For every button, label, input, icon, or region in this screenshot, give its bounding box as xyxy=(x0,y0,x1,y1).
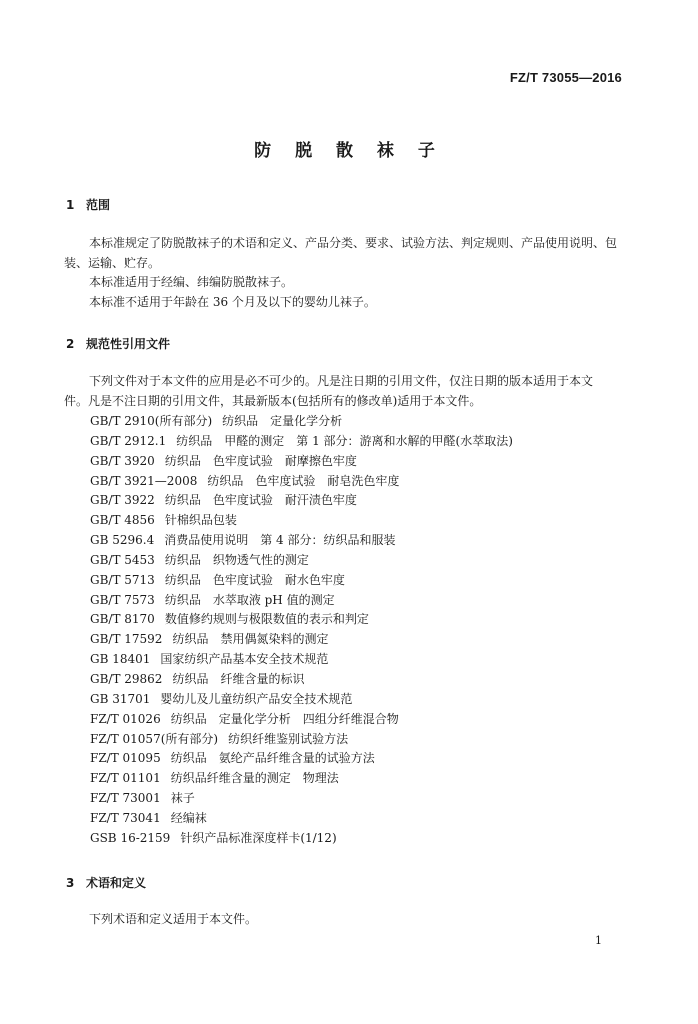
reference-code: GB 31701 xyxy=(90,691,151,706)
document-title: 防 脱 散 袜 子 xyxy=(254,141,444,161)
reference-title: 经编袜 xyxy=(170,810,207,825)
reference-code: GB/T 3921—2008 xyxy=(90,473,198,488)
paragraph-line: 本标准规定了防脱散袜子的术语和定义、产品分类、要求、试验方法、判定规则、产品使用说明、包 xyxy=(89,236,618,250)
section-number: 1 xyxy=(66,198,75,212)
reference-item xyxy=(90,531,630,551)
reference-item xyxy=(90,789,630,809)
reference-code: GB 18401 xyxy=(90,652,151,667)
reference-code: GB 5296.4 xyxy=(90,533,155,548)
reference-title: 袜子 xyxy=(170,791,195,806)
reference-title: 纺织品 水萃取液 pH 值的测定 xyxy=(164,592,335,607)
reference-title: 纺织品 色牢度试验 耐皂洗色牢度 xyxy=(207,473,400,488)
paragraph-line: 件。凡是不注日期的引用文件，其最新版本(包括所有的修改单)适用于本文件。 xyxy=(64,393,482,408)
reference-title: 纺织品 纤维含量的标识 xyxy=(172,671,305,686)
reference-item xyxy=(90,472,630,492)
reference-title: 纺织品 色牢度试验 耐汗渍色牢度 xyxy=(164,493,357,508)
reference-code: GB/T 2912.1 xyxy=(90,433,167,448)
reference-code: GB/T 2910(所有部分) xyxy=(90,414,213,428)
reference-title: 纺织品 色牢度试验 耐水色牢度 xyxy=(164,572,345,587)
reference-item xyxy=(90,650,630,670)
normative-reference-list xyxy=(90,412,630,849)
reference-code: FZ/T 01026 xyxy=(90,711,161,726)
reference-title: 针织产品标准深度样卡(1/12) xyxy=(180,830,337,845)
reference-title: 数值修约规则与极限数值的表示和判定 xyxy=(164,612,369,627)
reference-item xyxy=(90,491,630,511)
reference-item xyxy=(90,610,630,630)
page-number: 1 xyxy=(595,934,602,947)
section-title: 术语和定义 xyxy=(86,876,147,890)
paragraph-line: 本标准不适用于年龄在 36 个月及以下的婴幼儿袜子。 xyxy=(89,294,376,309)
section-1-body xyxy=(64,234,634,312)
reference-title: 婴幼儿及儿童纺织产品安全技术规范 xyxy=(160,691,353,706)
reference-item xyxy=(90,551,630,571)
section-title: 规范性引用文件 xyxy=(86,337,171,351)
reference-code: GSB 16-2159 xyxy=(90,830,171,845)
reference-code: GB/T 29862 xyxy=(90,671,163,686)
reference-item xyxy=(90,630,630,650)
paragraph-line: 装、运输、贮存。 xyxy=(64,255,161,270)
reference-code: GB/T 7573 xyxy=(90,592,155,607)
reference-code: FZ/T 73041 xyxy=(90,810,161,825)
standard-code: FZ/T 73055—2016 xyxy=(509,70,622,85)
reference-code: GB/T 5713 xyxy=(90,572,155,587)
reference-item xyxy=(90,511,630,531)
reference-item xyxy=(90,690,630,710)
reference-item xyxy=(90,432,630,452)
reference-code: FZ/T 01095 xyxy=(90,751,161,766)
reference-title: 纺织品 织物透气性的测定 xyxy=(164,552,309,567)
section-3-body xyxy=(64,910,634,930)
reference-code: FZ/T 73001 xyxy=(90,791,161,806)
reference-title: 纺织纤维鉴别试验方法 xyxy=(228,731,349,746)
section-1-heading xyxy=(66,196,110,213)
reference-title: 纺织品 定量化学分析 四组分纤维混合物 xyxy=(170,711,399,726)
section-2-intro xyxy=(64,372,634,411)
reference-title: 纺织品 禁用偶氮染料的测定 xyxy=(172,632,329,647)
reference-item xyxy=(90,670,630,690)
reference-title: 纺织品 色牢度试验 耐摩擦色牢度 xyxy=(164,453,357,468)
reference-item xyxy=(90,730,630,750)
reference-item xyxy=(90,412,630,432)
reference-title: 纺织品 甲醛的测定 第 1 部分：游离和水解的甲醛(水萃取法) xyxy=(176,433,513,448)
paragraph-line: 下列文件对于本文件的应用是必不可少的。凡是注日期的引用文件，仅注日期的版本适用于本文 xyxy=(89,374,594,388)
reference-item xyxy=(90,769,630,789)
reference-code: GB/T 3922 xyxy=(90,493,155,508)
reference-item xyxy=(90,749,630,769)
reference-code: FZ/T 01057(所有部分) xyxy=(90,731,219,746)
reference-title: 纺织品 氨纶产品纤维含量的试验方法 xyxy=(170,751,375,766)
reference-code: GB/T 17592 xyxy=(90,632,163,647)
reference-title: 纺织品 定量化学分析 xyxy=(222,414,343,428)
reference-title: 纺织品纤维含量的测定 物理法 xyxy=(170,771,339,786)
reference-title: 国家纺织产品基本安全技术规范 xyxy=(160,652,329,667)
reference-title: 消费品使用说明 第 4 部分：纺织品和服装 xyxy=(164,533,396,548)
reference-code: GB/T 4856 xyxy=(90,513,155,528)
section-number: 2 xyxy=(66,337,75,351)
section-number: 3 xyxy=(66,876,75,890)
reference-item xyxy=(90,710,630,730)
paragraph-line: 本标准适用于经编、纬编防脱散袜子。 xyxy=(89,275,294,289)
reference-item xyxy=(90,809,630,829)
reference-item xyxy=(90,571,630,591)
reference-item xyxy=(90,452,630,472)
reference-code: GB/T 5453 xyxy=(90,552,155,567)
section-2-heading xyxy=(66,335,170,352)
reference-item xyxy=(90,591,630,611)
reference-title: 针棉织品包装 xyxy=(164,513,237,528)
section-3-heading xyxy=(66,874,146,891)
reference-code: GB/T 3920 xyxy=(90,453,155,468)
reference-code: GB/T 8170 xyxy=(90,612,155,627)
reference-code: FZ/T 01101 xyxy=(90,771,161,786)
reference-item xyxy=(90,829,630,849)
paragraph-line: 下列术语和定义适用于本文件。 xyxy=(89,912,258,926)
section-title: 范围 xyxy=(86,198,111,212)
